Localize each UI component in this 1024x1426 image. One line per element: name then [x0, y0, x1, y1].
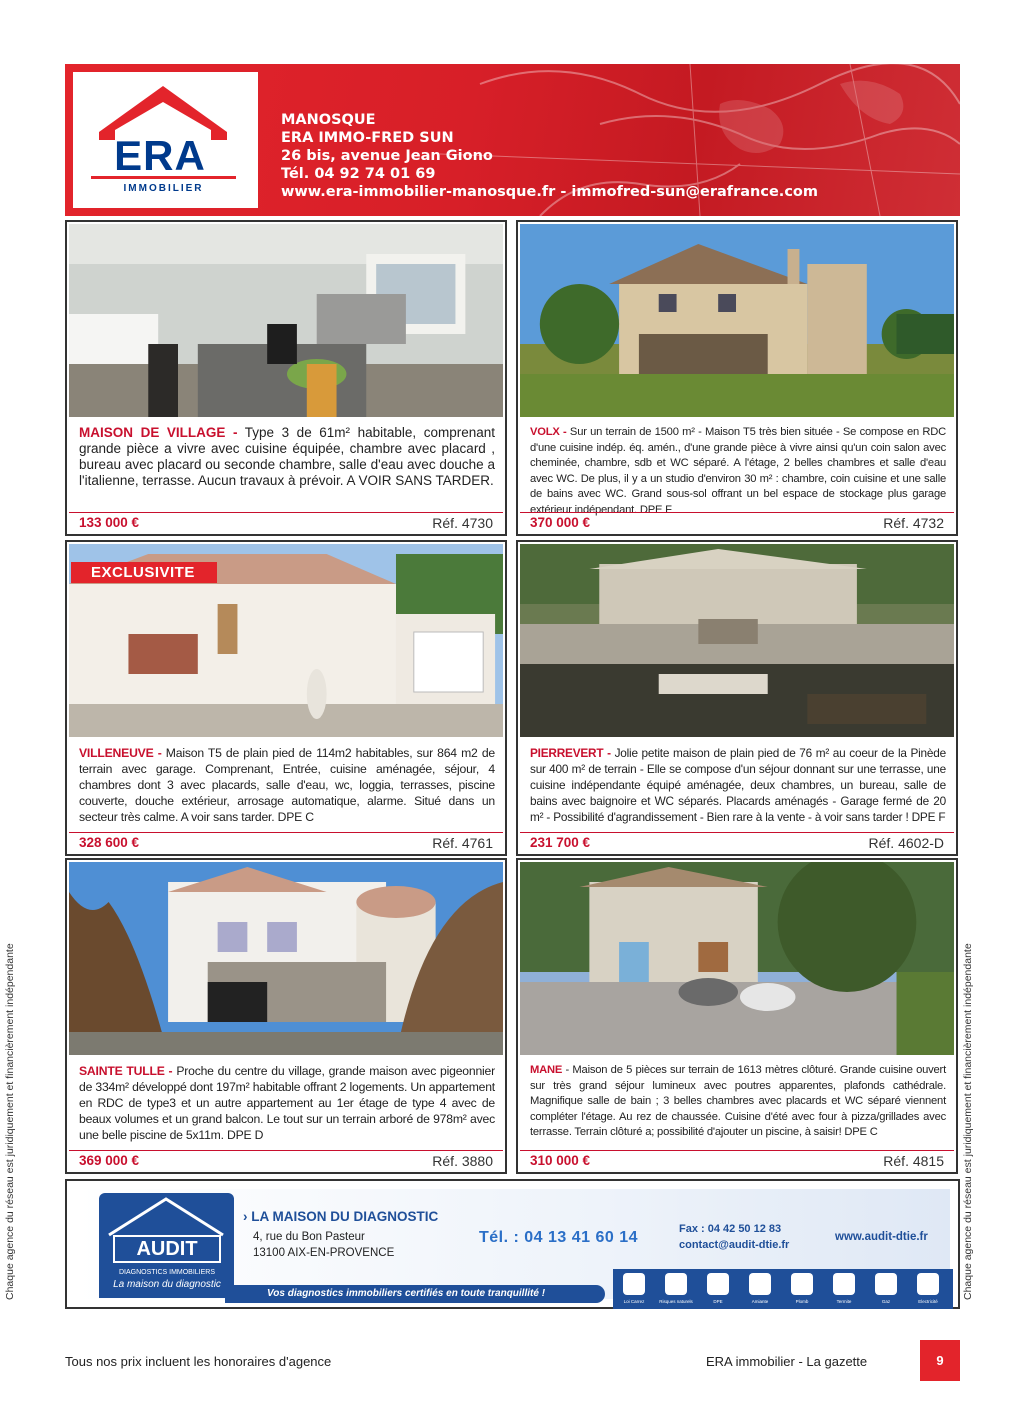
audit-logo-text: AUDIT [113, 1235, 221, 1263]
diagnostic-icons [613, 1269, 953, 1309]
side-disclaimer-left: Chaque agence du réseau est juridiquement et financièrement indépendante [4, 943, 16, 1300]
icon-label: Loi Carrez [623, 1299, 645, 1304]
listing-photo [69, 544, 503, 737]
dpe-icon [707, 1273, 729, 1295]
listing-description [530, 745, 946, 825]
icon-label: DPE [713, 1299, 723, 1304]
listing-card[interactable] [65, 858, 507, 1174]
icon-label: Termite [836, 1299, 852, 1304]
side-disclaimer-right: Chaque agence du réseau est juridiquement et financièrement indépendante [962, 943, 974, 1300]
listing-town: VOLX - [530, 426, 567, 438]
listing-description [79, 425, 495, 489]
listing-card[interactable] [516, 220, 958, 536]
listing-reference: Réf. 4730 [432, 515, 493, 531]
icon-label: Electricité [918, 1299, 938, 1304]
exclusivity-badge: EXCLUSIVITE [71, 562, 217, 583]
audit-advertisement[interactable] [65, 1179, 960, 1309]
listing-photo [520, 224, 954, 417]
agency-address: 26 bis, avenue Jean Giono [281, 148, 493, 164]
logo-subtitle: IMMOBILIER [91, 176, 236, 194]
listing-price: 310 000 € [530, 1153, 591, 1168]
agency-header [65, 64, 960, 216]
listing-card[interactable] [516, 540, 958, 856]
logo-text: ERA [114, 132, 206, 179]
listing-photo [69, 862, 503, 1055]
listing-town: MANE [530, 1064, 563, 1076]
price-row [520, 1150, 954, 1170]
listing-text: Jolie petite maison de plain pied de 76 m² au coeur de la Pinède sur 400 m² de terrain - Elle se compose d'un séjour donnant sur une terrasse, une cuisine indépendante équipé aménagée, deux chambres, un bureau, salle de bains avec baignoire et WC séparés. Placards aménagés - Garage fermé de 20 m² - Possibilité d'agrandissement - Bien rare à la vente - à voir sans tarder ! DPE F [530, 746, 946, 824]
listing-card[interactable] [65, 540, 507, 856]
price-row [520, 832, 954, 852]
listing-town: VILLENEUVE - [79, 746, 162, 760]
listing-card[interactable] [516, 858, 958, 1174]
listing-text: Proche du centre du village, grande maison avec pigeonnier de 334m² développé dont 197m² habitable offrant 2 logements. Un appartement en RDC de type3 et un autre appartement au 1er étage de type 4 avec de beaux volumes et un grand balcon. Le tout sur un terrain arboré de 978m² avec une belle piscine de 5x11m. DPE D [79, 1064, 495, 1142]
listing-price: 133 000 € [79, 515, 140, 530]
listing-reference: Réf. 4732 [883, 515, 944, 531]
listing-price: 369 000 € [79, 1153, 140, 1168]
listing-photo [520, 544, 954, 737]
ad-phone[interactable]: Tél. : 04 13 41 60 14 [479, 1229, 639, 1246]
agency-city: MANOSQUE [281, 112, 376, 128]
audit-logo [99, 1193, 234, 1298]
audit-logo-slogan: La maison du diagnostic [113, 1279, 221, 1290]
agency-web-email[interactable]: www.era-immobilier-manosque.fr - immofred-sun@erafrance.com [281, 184, 818, 200]
listing-reference: Réf. 4761 [432, 835, 493, 851]
icon-label: Risques naturels [659, 1299, 693, 1304]
listing-text: Sur un terrain de 1500 m² - Maison T5 très bien située - Se compose en RDC d'une cuisine indép. éq. amén., d'une grande pièce à vivre ainsi qu'un coin salon avec cheminée, chambre, sdb et WC séparé. A l'étage, 2 belles chambres et salle d'eau avec WC. De plus, il y a un studio d'environ 30 m² : chambre, coin cuisine et une salle de bains avec WC. Grand sous-sol offrant un bel espace de stockage plus garage extérieur indépendant. DPE F [530, 426, 946, 516]
ad-inner [75, 1189, 950, 1304]
icon-label: Gaz [881, 1299, 891, 1304]
agency-contact [281, 111, 818, 201]
house-outline-icon [99, 1193, 234, 1238]
page-number: 9 [920, 1340, 960, 1381]
listing-description [79, 745, 495, 825]
listing-description [530, 1063, 946, 1141]
gaz-icon [875, 1273, 897, 1295]
amiante-icon [749, 1273, 771, 1295]
ad-website[interactable]: www.audit-dtie.fr [835, 1231, 928, 1243]
electricite-icon [917, 1273, 939, 1295]
listing-photo [69, 224, 503, 417]
listing-reference: Réf. 3880 [432, 1153, 493, 1169]
footer-fees-note: Tous nos prix incluent les honoraires d'agence [65, 1354, 332, 1369]
agency-phone: Tél. 04 92 74 01 69 [281, 166, 436, 182]
price-row [69, 512, 503, 532]
audit-logo-tagline: DIAGNOSTICS IMMOBILIERS [118, 1269, 216, 1276]
listing-text: Maison T5 de plain pied de 114m2 habitables, sur 864 m2 de terrain avec garage. Comprenant, Entrée, cuisine aménagée, séjour, 4 chambres dont 3 avec placards, salle d'eau, wc, loggia, terrasses, piscine couverte, douche extérieur, arrosage automatique, alarme. Situé dans un secteur très calme. A voir sans tarder. DPE C [79, 746, 495, 824]
price-row [69, 1150, 503, 1170]
listing-price: 328 600 € [79, 835, 140, 850]
ad-title: › LA MAISON DU DIAGNOSTIC [243, 1209, 439, 1224]
listing-reference: Réf. 4815 [883, 1153, 944, 1169]
listing-text: - Maison de 5 pièces sur terrain de 1613 mètres clôturé. Grande cuisine ouvert sur très grand séjour lumineux avec poutres apparentes, plafonds cathédrale. Magnifique salle de bain ; 3 belles chambres avec placards et WC séparé viennent compléter l'étage. Au rez de chaussée. Cuisine d'été avec four à pizza/grillades avec terrasse. Terrain clôturé a; possibilité d'ajouter un piscine, à saisir! DPE C [530, 1064, 946, 1138]
listing-price: 370 000 € [530, 515, 591, 530]
listing-reference: Réf. 4602-D [868, 835, 944, 851]
ad-fax-email [679, 1221, 789, 1253]
ad-address [253, 1229, 394, 1261]
plomb-icon [791, 1273, 813, 1295]
listing-card[interactable] [65, 220, 507, 536]
ad-slogan: Vos diagnostics immobiliers certifiés en toute tranquillité ! [225, 1285, 605, 1303]
icon-label: Amiante [751, 1299, 769, 1304]
era-logo [73, 72, 258, 208]
listing-photo [520, 862, 954, 1055]
house-roof-icon [93, 80, 233, 140]
price-row [69, 832, 503, 852]
termite-icon [833, 1273, 855, 1295]
ad-street: 4, rue du Bon Pasteur [253, 1231, 365, 1243]
listing-text: Type 3 de 61m² habitable, comprenant grande pièce a vivre avec cuisine équipée, chambre avec placard , bureau avec placard ou seconde chambre, salle d'eau avec douche a l'italienne, terrasse. Aucun travaux à prévoir. A VOIR SANS TARDER. [79, 425, 495, 488]
listing-town: SAINTE TULLE - [79, 1064, 173, 1078]
icon-label: Plomb [795, 1299, 809, 1304]
listing-description [79, 1063, 495, 1143]
ad-city: 13100 AIX-EN-PROVENCE [253, 1247, 395, 1259]
ad-fax: Fax : 04 42 50 12 83 [679, 1223, 782, 1235]
footer-publication: ERA immobilier - La gazette [706, 1354, 868, 1369]
loi-carrez-icon [623, 1273, 645, 1295]
listing-description [530, 425, 946, 518]
listing-price: 231 700 € [530, 835, 591, 850]
listing-town: PIERREVERT - [530, 746, 611, 760]
price-row [520, 512, 954, 532]
listing-town: MAISON DE VILLAGE - [79, 425, 238, 440]
risques-naturels-icon [665, 1273, 687, 1295]
ad-email[interactable]: contact@audit-dtie.fr [679, 1239, 790, 1251]
agency-name: ERA IMMO-FRED SUN [281, 130, 454, 146]
